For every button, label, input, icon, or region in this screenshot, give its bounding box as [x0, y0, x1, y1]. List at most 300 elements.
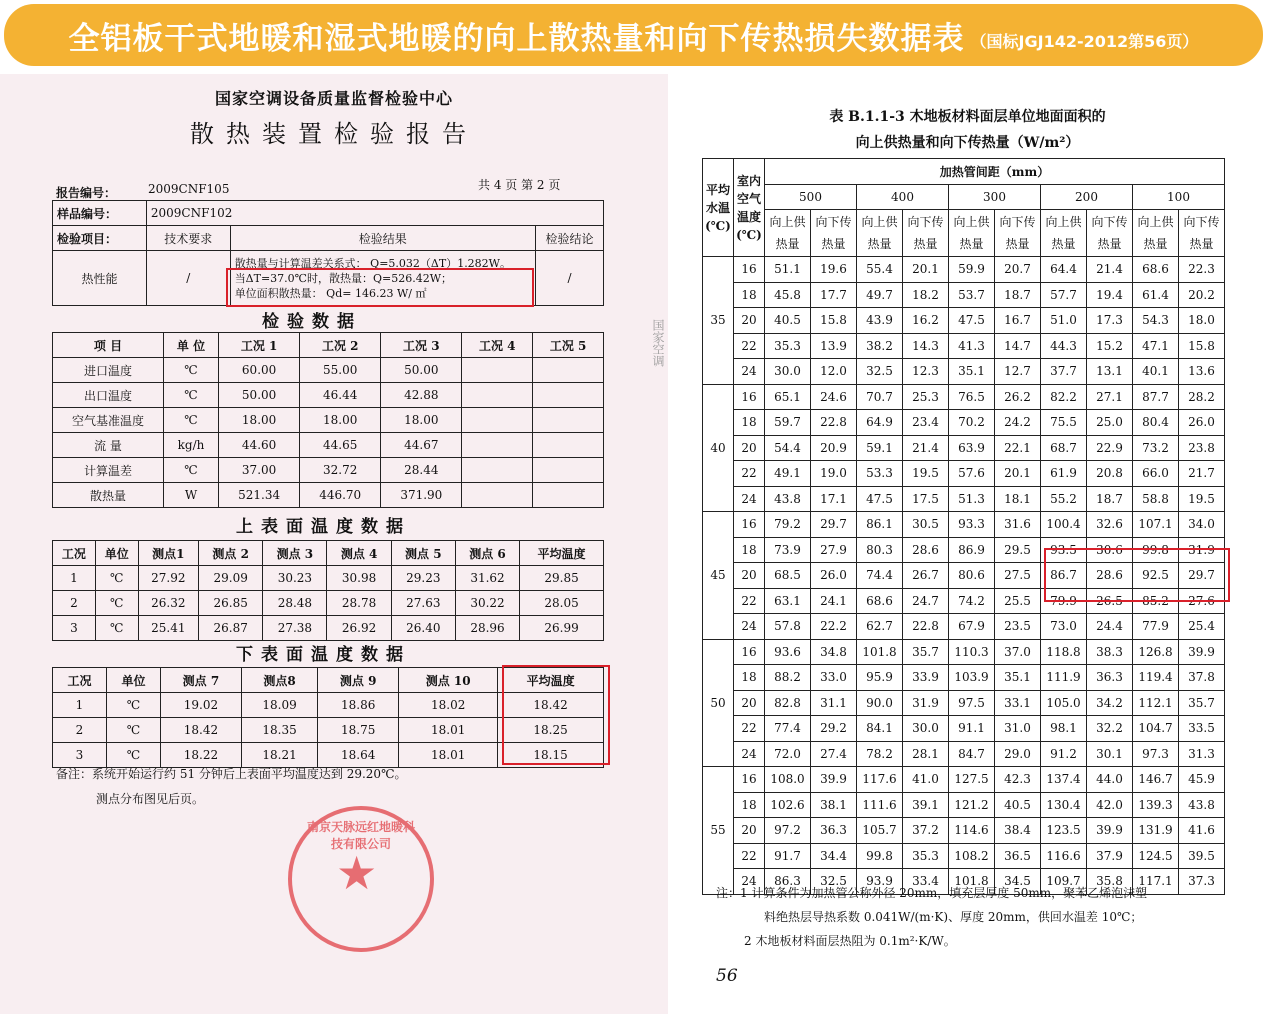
table-cell: 18.86	[318, 693, 399, 718]
value-cell: 35.7	[903, 639, 949, 665]
value-cell: 111.6	[857, 792, 903, 818]
value-cell: 35.3	[903, 843, 949, 869]
value-cell: 47.1	[1133, 333, 1179, 359]
header-cell: 工况 4	[462, 333, 533, 358]
value-cell: 67.9	[949, 614, 995, 640]
report-no-label: 报告编号：	[56, 186, 117, 200]
table-cell: 42.88	[381, 383, 462, 408]
room-temp-cell: 20	[734, 818, 765, 844]
value-cell: 91.7	[765, 843, 811, 869]
header-cell: 测点 10	[399, 668, 498, 693]
tech-req-label: 技术要求	[146, 226, 230, 251]
value-cell: 86.3	[765, 869, 811, 895]
room-temp-cell: 18	[734, 665, 765, 691]
value-cell: 59.1	[857, 435, 903, 461]
value-cell: 80.3	[857, 537, 903, 563]
table-cell: ℃	[164, 458, 219, 483]
data-section-title: 检验数据	[262, 312, 362, 332]
value-cell: 22.8	[811, 410, 857, 436]
value-cell: 51.1	[765, 257, 811, 283]
value-cell: 20.1	[995, 461, 1041, 487]
table-cell: 19.02	[160, 693, 241, 718]
table-row	[703, 282, 1225, 308]
table-cell: 出口温度	[53, 383, 164, 408]
value-cell: 44.3	[1041, 333, 1087, 359]
value-cell: 97.3	[1133, 741, 1179, 767]
table-row	[53, 566, 604, 591]
header-cell: 测点 3	[263, 541, 327, 566]
value-cell: 59.7	[765, 410, 811, 436]
value-cell: 22.8	[903, 614, 949, 640]
table-cell: 18.15	[498, 743, 604, 768]
value-cell: 35.7	[1179, 690, 1225, 716]
value-cell: 26.2	[995, 384, 1041, 410]
table-header-row	[53, 333, 604, 358]
value-cell: 49.1	[765, 461, 811, 487]
value-cell: 99.8	[1133, 537, 1179, 563]
value-cell: 63.9	[949, 435, 995, 461]
table-cell: 空气基准温度	[53, 408, 164, 433]
value-cell: 77.9	[1133, 614, 1179, 640]
value-cell: 43.9	[857, 308, 903, 334]
value-cell: 24.1	[811, 588, 857, 614]
table-cell: 1	[53, 566, 96, 591]
up-heat-header: 向上供热量	[949, 210, 995, 257]
value-cell: 37.9	[1087, 843, 1133, 869]
highlight-box-45	[1044, 548, 1230, 602]
table-row	[53, 483, 604, 508]
table-row	[703, 384, 1225, 410]
table-title-2: 向上供热量和向下传热量（W/m²）	[855, 135, 1080, 151]
table-cell: ℃	[95, 566, 138, 591]
table-cell: 30.23	[263, 566, 327, 591]
value-cell: 121.2	[949, 792, 995, 818]
value-cell: 23.5	[995, 614, 1041, 640]
value-cell: 54.4	[765, 435, 811, 461]
header-cell: 测点 4	[327, 541, 391, 566]
value-cell: 127.5	[949, 767, 995, 793]
value-cell: 90.0	[857, 690, 903, 716]
value-cell: 34.5	[995, 869, 1041, 895]
table-row	[53, 408, 604, 433]
table-cell: 26.32	[138, 591, 198, 616]
value-cell: 118.8	[1041, 639, 1087, 665]
remark-1: 备注：系统开始运行约 51 分钟后上表面平均温度达到 29.20℃。	[56, 767, 407, 781]
table-cell: 18.64	[318, 743, 399, 768]
value-cell: 100.4	[1041, 512, 1087, 538]
table-cell: 18.42	[160, 718, 241, 743]
room-temp-cell: 24	[734, 359, 765, 385]
table-cell: 50.00	[219, 383, 300, 408]
table-cell: 散热量	[53, 483, 164, 508]
value-cell: 64.9	[857, 410, 903, 436]
value-cell: 74.2	[949, 588, 995, 614]
value-cell: 22.2	[811, 614, 857, 640]
water-temp-cell: 45	[703, 512, 734, 640]
water-temp-cell: 40	[703, 384, 734, 512]
sample-no-label: 样品编号：	[53, 201, 147, 226]
value-cell: 73.9	[765, 537, 811, 563]
conclusion-value: /	[535, 251, 603, 306]
table-cell: 29.23	[391, 566, 455, 591]
table-row	[703, 512, 1225, 538]
value-cell: 28.2	[1179, 384, 1225, 410]
value-cell: 68.6	[857, 588, 903, 614]
value-cell: 13.9	[811, 333, 857, 359]
value-cell: 35.1	[995, 665, 1041, 691]
room-temp-cell: 20	[734, 435, 765, 461]
table-cell: 30.98	[327, 566, 391, 591]
header-cell: 工况 5	[533, 333, 604, 358]
table-row	[703, 614, 1225, 640]
table-row	[53, 591, 604, 616]
value-cell: 17.3	[1087, 308, 1133, 334]
header-cell: 项 目	[53, 333, 164, 358]
value-cell: 28.6	[1087, 563, 1133, 589]
value-cell: 123.5	[1041, 818, 1087, 844]
table-cell	[462, 483, 533, 508]
value-cell: 104.7	[1133, 716, 1179, 742]
value-cell: 85.2	[1133, 588, 1179, 614]
value-cell: 49.7	[857, 282, 903, 308]
room-temp-cell: 24	[734, 486, 765, 512]
value-cell: 139.3	[1133, 792, 1179, 818]
value-cell: 33.0	[811, 665, 857, 691]
value-cell: 42.3	[995, 767, 1041, 793]
table-cell: 26.92	[327, 616, 391, 641]
table-cell: 2	[53, 718, 107, 743]
table-cell: 26.99	[520, 616, 604, 641]
value-cell: 39.9	[1087, 818, 1133, 844]
value-cell: 30.0	[903, 716, 949, 742]
value-cell: 68.6	[1133, 257, 1179, 283]
value-cell: 137.4	[1041, 767, 1087, 793]
value-cell: 43.8	[765, 486, 811, 512]
table-row	[703, 333, 1225, 359]
value-cell: 26.0	[811, 563, 857, 589]
value-cell: 14.7	[995, 333, 1041, 359]
page-info: 共 4 页 第 2 页	[478, 178, 561, 192]
value-cell: 68.7	[1041, 435, 1087, 461]
value-cell: 79.9	[1041, 588, 1087, 614]
value-cell: 33.9	[903, 665, 949, 691]
table-cell: 1	[53, 693, 107, 718]
value-cell: 91.1	[949, 716, 995, 742]
seal-text: 南京天脉远红地暖科技有限公司	[306, 820, 415, 851]
table-cell: 3	[53, 743, 107, 768]
value-cell: 22.3	[1179, 257, 1225, 283]
value-cell: 54.3	[1133, 308, 1179, 334]
table-cell: 446.70	[300, 483, 381, 508]
value-cell: 20.7	[995, 257, 1041, 283]
value-cell: 39.9	[811, 767, 857, 793]
table-cell: 44.65	[300, 433, 381, 458]
table-row	[703, 741, 1225, 767]
value-cell: 92.5	[1133, 563, 1179, 589]
up-heat-header: 向上供热量	[765, 210, 811, 257]
value-cell: 74.4	[857, 563, 903, 589]
value-cell: 78.2	[857, 741, 903, 767]
room-temp-cell: 18	[734, 282, 765, 308]
table-cell: 27.63	[391, 591, 455, 616]
water-temp-cell: 35	[703, 257, 734, 385]
value-cell: 30.0	[765, 359, 811, 385]
value-cell: 42.0	[1087, 792, 1133, 818]
table-cell: ℃	[164, 383, 219, 408]
table-cell: 37.00	[219, 458, 300, 483]
value-cell: 30.6	[1087, 537, 1133, 563]
value-cell: 24.4	[1087, 614, 1133, 640]
value-cell: 37.7	[1041, 359, 1087, 385]
spacing-header: 300	[949, 184, 1041, 210]
value-cell: 130.4	[1041, 792, 1087, 818]
company-seal	[288, 806, 434, 952]
table-row	[53, 616, 604, 641]
upper-section-title: 上表面温度数据	[236, 517, 411, 537]
value-cell: 62.7	[857, 614, 903, 640]
header-cell: 测点 7	[160, 668, 241, 693]
spacing-header: 200	[1041, 184, 1133, 210]
value-cell: 20.2	[1179, 282, 1225, 308]
table-row	[53, 433, 604, 458]
value-cell: 86.1	[857, 512, 903, 538]
value-cell: 53.3	[857, 461, 903, 487]
table-row	[703, 792, 1225, 818]
tech-req-value: /	[146, 251, 230, 306]
value-cell: 87.7	[1133, 384, 1179, 410]
value-cell: 58.8	[1133, 486, 1179, 512]
table-cell: 28.48	[263, 591, 327, 616]
value-cell: 25.3	[903, 384, 949, 410]
value-cell: 75.5	[1041, 410, 1087, 436]
table-cell: 18.25	[498, 718, 604, 743]
value-cell: 109.7	[1041, 869, 1087, 895]
value-cell: 19.0	[811, 461, 857, 487]
value-cell: 112.1	[1133, 690, 1179, 716]
room-temp-cell: 24	[734, 869, 765, 895]
header-avg-water-temp: 平均水温(℃)	[703, 159, 734, 257]
value-cell: 65.1	[765, 384, 811, 410]
header-cell: 测点1	[138, 541, 198, 566]
table-row	[703, 359, 1225, 385]
value-cell: 20.1	[903, 257, 949, 283]
value-cell: 124.5	[1133, 843, 1179, 869]
room-temp-cell: 20	[734, 563, 765, 589]
value-cell: 18.7	[1087, 486, 1133, 512]
table-row	[703, 767, 1225, 793]
room-temp-cell: 16	[734, 257, 765, 283]
header-cell: 单位	[106, 668, 160, 693]
banner	[0, 0, 1267, 74]
table-cell: ℃	[106, 743, 160, 768]
table-cell: 18.09	[241, 693, 317, 718]
value-cell: 55.4	[857, 257, 903, 283]
table-row	[703, 257, 1225, 283]
value-cell: 27.6	[1179, 588, 1225, 614]
value-cell: 25.5	[995, 588, 1041, 614]
value-cell: 24.6	[811, 384, 857, 410]
sample-no: 2009CNF102	[146, 201, 603, 226]
table-cell: ℃	[95, 591, 138, 616]
value-cell: 27.4	[811, 741, 857, 767]
table-cell: 18.01	[399, 718, 498, 743]
table-cell: 55.00	[300, 358, 381, 383]
table-row	[703, 639, 1225, 665]
value-cell: 24.7	[903, 588, 949, 614]
up-heat-header: 向上供热量	[1133, 210, 1179, 257]
table-cell	[533, 358, 604, 383]
value-cell: 37.0	[995, 639, 1041, 665]
standard-page	[668, 74, 1267, 1014]
value-cell: 88.2	[765, 665, 811, 691]
table-cell: 3	[53, 616, 96, 641]
value-cell: 12.3	[903, 359, 949, 385]
value-cell: 116.6	[1041, 843, 1087, 869]
banner-title: 全铝板干式地暖和湿式地暖的向上散热量和向下传热损失数据表	[68, 20, 965, 57]
value-cell: 33.1	[995, 690, 1041, 716]
note-1: 注：1 计算条件为加热管公称外径 20mm，填充层厚度 50mm，聚苯乙烯泡沫塑	[716, 886, 1148, 900]
table-row	[703, 410, 1225, 436]
value-cell: 30.1	[1087, 741, 1133, 767]
down-heat-header: 向下传热量	[903, 210, 949, 257]
conclusion-label: 检验结论	[535, 226, 603, 251]
table-title-1: 表 B.1.1-3 木地板材料面层单位地面面积的	[829, 109, 1106, 125]
room-temp-cell: 16	[734, 512, 765, 538]
table-cell: 18.42	[498, 693, 604, 718]
room-temp-cell: 18	[734, 537, 765, 563]
value-cell: 39.5	[1179, 843, 1225, 869]
value-cell: 34.2	[1087, 690, 1133, 716]
value-cell: 22.1	[995, 435, 1041, 461]
highlight-box-avg	[502, 665, 610, 765]
value-cell: 73.2	[1133, 435, 1179, 461]
table-cell: 30.22	[455, 591, 519, 616]
value-cell: 93.3	[949, 512, 995, 538]
room-temp-cell: 18	[734, 792, 765, 818]
table-cell	[533, 483, 604, 508]
header-cell: 测点 5	[391, 541, 455, 566]
item-label: 检验项目：	[53, 226, 147, 251]
header-cell: 工况	[53, 668, 107, 693]
header-cell: 测点8	[241, 668, 317, 693]
value-cell: 19.5	[1179, 486, 1225, 512]
table-cell: 27.92	[138, 566, 198, 591]
header-cell: 工况 3	[381, 333, 462, 358]
value-cell: 97.2	[765, 818, 811, 844]
value-cell: 73.0	[1041, 614, 1087, 640]
value-cell: 68.5	[765, 563, 811, 589]
value-cell: 82.2	[1041, 384, 1087, 410]
value-cell: 32.6	[1087, 512, 1133, 538]
seal-star-icon: ★	[336, 846, 378, 900]
table-cell: 26.40	[391, 616, 455, 641]
value-cell: 33.5	[1179, 716, 1225, 742]
value-cell: 93.5	[1041, 537, 1087, 563]
value-cell: 40.5	[765, 308, 811, 334]
value-cell: 114.6	[949, 818, 995, 844]
value-cell: 47.5	[857, 486, 903, 512]
value-cell: 17.7	[811, 282, 857, 308]
value-cell: 17.1	[811, 486, 857, 512]
value-cell: 18.2	[903, 282, 949, 308]
value-cell: 35.1	[949, 359, 995, 385]
value-cell: 84.7	[949, 741, 995, 767]
perf-label: 热性能	[53, 251, 147, 306]
value-cell: 25.4	[1179, 614, 1225, 640]
table-cell	[533, 433, 604, 458]
value-cell: 111.9	[1041, 665, 1087, 691]
value-cell: 47.5	[949, 308, 995, 334]
value-cell: 126.8	[1133, 639, 1179, 665]
value-cell: 29.7	[811, 512, 857, 538]
table-cell: 27.38	[263, 616, 327, 641]
water-temp-cell: 50	[703, 639, 734, 767]
value-cell: 15.8	[811, 308, 857, 334]
table-cell: 28.78	[327, 591, 391, 616]
value-cell: 37.2	[903, 818, 949, 844]
table-cell: kg/h	[164, 433, 219, 458]
value-cell: 27.5	[995, 563, 1041, 589]
value-cell: 38.3	[1087, 639, 1133, 665]
table-cell: 计算温差	[53, 458, 164, 483]
value-cell: 31.0	[995, 716, 1041, 742]
value-cell: 105.0	[1041, 690, 1087, 716]
value-cell: 79.2	[765, 512, 811, 538]
value-cell: 17.5	[903, 486, 949, 512]
value-cell: 23.4	[903, 410, 949, 436]
room-temp-cell: 22	[734, 716, 765, 742]
value-cell: 39.9	[1179, 639, 1225, 665]
value-cell: 18.1	[995, 486, 1041, 512]
value-cell: 23.8	[1179, 435, 1225, 461]
result-label: 检验结果	[230, 226, 535, 251]
room-temp-cell: 22	[734, 588, 765, 614]
table-cell: ℃	[164, 408, 219, 433]
room-temp-cell: 16	[734, 767, 765, 793]
value-cell: 41.6	[1179, 818, 1225, 844]
value-cell: 84.1	[857, 716, 903, 742]
value-cell: 31.3	[1179, 741, 1225, 767]
value-cell: 82.8	[765, 690, 811, 716]
room-temp-cell: 20	[734, 690, 765, 716]
value-cell: 28.6	[903, 537, 949, 563]
value-cell: 51.3	[949, 486, 995, 512]
value-cell: 31.9	[903, 690, 949, 716]
value-cell: 110.3	[949, 639, 995, 665]
value-cell: 32.2	[1087, 716, 1133, 742]
value-cell: 45.9	[1179, 767, 1225, 793]
value-cell: 117.6	[857, 767, 903, 793]
value-cell: 22.9	[1087, 435, 1133, 461]
value-cell: 18.7	[995, 282, 1041, 308]
value-cell: 59.9	[949, 257, 995, 283]
value-cell: 27.1	[1087, 384, 1133, 410]
value-cell: 16.7	[995, 308, 1041, 334]
result-line-2: 单位面积散热量： Qd= 146.23 W/ ㎡	[234, 286, 427, 300]
table-cell: 60.00	[219, 358, 300, 383]
value-cell: 55.2	[1041, 486, 1087, 512]
table-cell: 32.72	[300, 458, 381, 483]
value-cell: 93.9	[857, 869, 903, 895]
value-cell: 34.0	[1179, 512, 1225, 538]
room-temp-cell: 22	[734, 461, 765, 487]
value-cell: 33.4	[903, 869, 949, 895]
table-cell: 18.01	[399, 743, 498, 768]
value-cell: 28.1	[903, 741, 949, 767]
table-cell: 18.75	[318, 718, 399, 743]
room-temp-cell: 24	[734, 741, 765, 767]
value-cell: 77.4	[765, 716, 811, 742]
